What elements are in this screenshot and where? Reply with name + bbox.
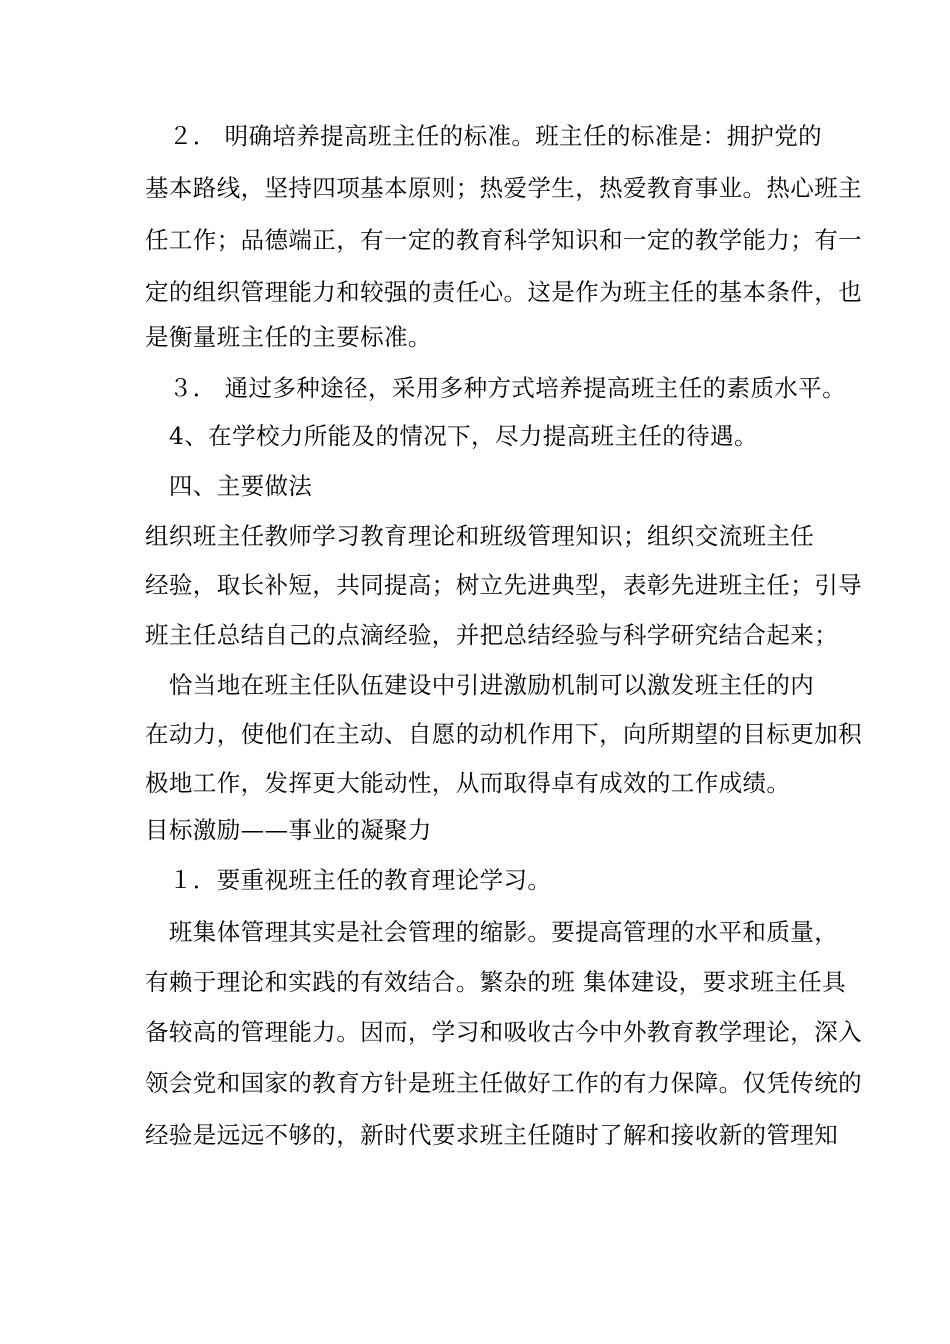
text-line: １．要重视班主任的教育理论学习。 [145,866,552,894]
text-line: ３． 通过多种途径，采用多种方式培养提高班主任的素质水平。 [145,374,846,402]
text-line: 是衡量班主任的主要标准。 [145,323,432,351]
section-heading: 四、主要做法 [145,472,313,500]
text-line: 基本路线，坚持四项基本原则；热爱学生，热爱教育事业。热心班主 [145,174,862,202]
text-line: 定的组织管理能力和较强的责任心。这是作为班主任的基本条件，也 [145,278,862,306]
text-line: 领会党和国家的教育方针是班主任做好工作的有力保障。仅凭传统的 [145,1069,862,1097]
text-line: 有赖于理论和实践的有效结合。繁杂的班 集体建设，要求班主任具 [145,968,846,996]
text-line: 在动力，使他们在主动、自愿的动机作用下，向所期望的目标更加积 [145,720,862,748]
text-line: 极地工作，发挥更大能动性，从而取得卓有成效的工作成绩。 [145,769,791,797]
subheading: 目标激励——事业的凝聚力 [145,816,432,844]
text-line: 班主任总结自己的点滴经验，并把总结经验与科学研究结合起来； [145,621,839,649]
text-line: 组织班主任教师学习教育理论和班级管理知识；组织交流班主任 [145,522,815,550]
text-line: 4、在学校力所能及的情况下，尽力提高班主任的待遇。 [145,422,758,450]
text-line: 经验，取长补短，共同提高；树立先进典型，表彰先进班主任；引导 [145,571,862,599]
text-line: 任工作；品德端正，有一定的教育科学知识和一定的教学能力；有一 [145,226,862,254]
text-line: 恰当地在班主任队伍建设中引进激励机制可以激发班主任的内 [145,671,815,699]
text-line: ２． 明确培养提高班主任的标准。班主任的标准是：拥护党的 [145,122,823,150]
text-line: 备较高的管理能力。因而，学习和吸收古今中外教育教学理论，深入 [145,1018,862,1046]
text-line: 经验是远远不够的，新时代要求班主任随时了解和接收新的管理知 [145,1121,839,1149]
text-line: 班集体管理其实是社会管理的缩影。要提高管理的水平和质量， [145,918,839,946]
